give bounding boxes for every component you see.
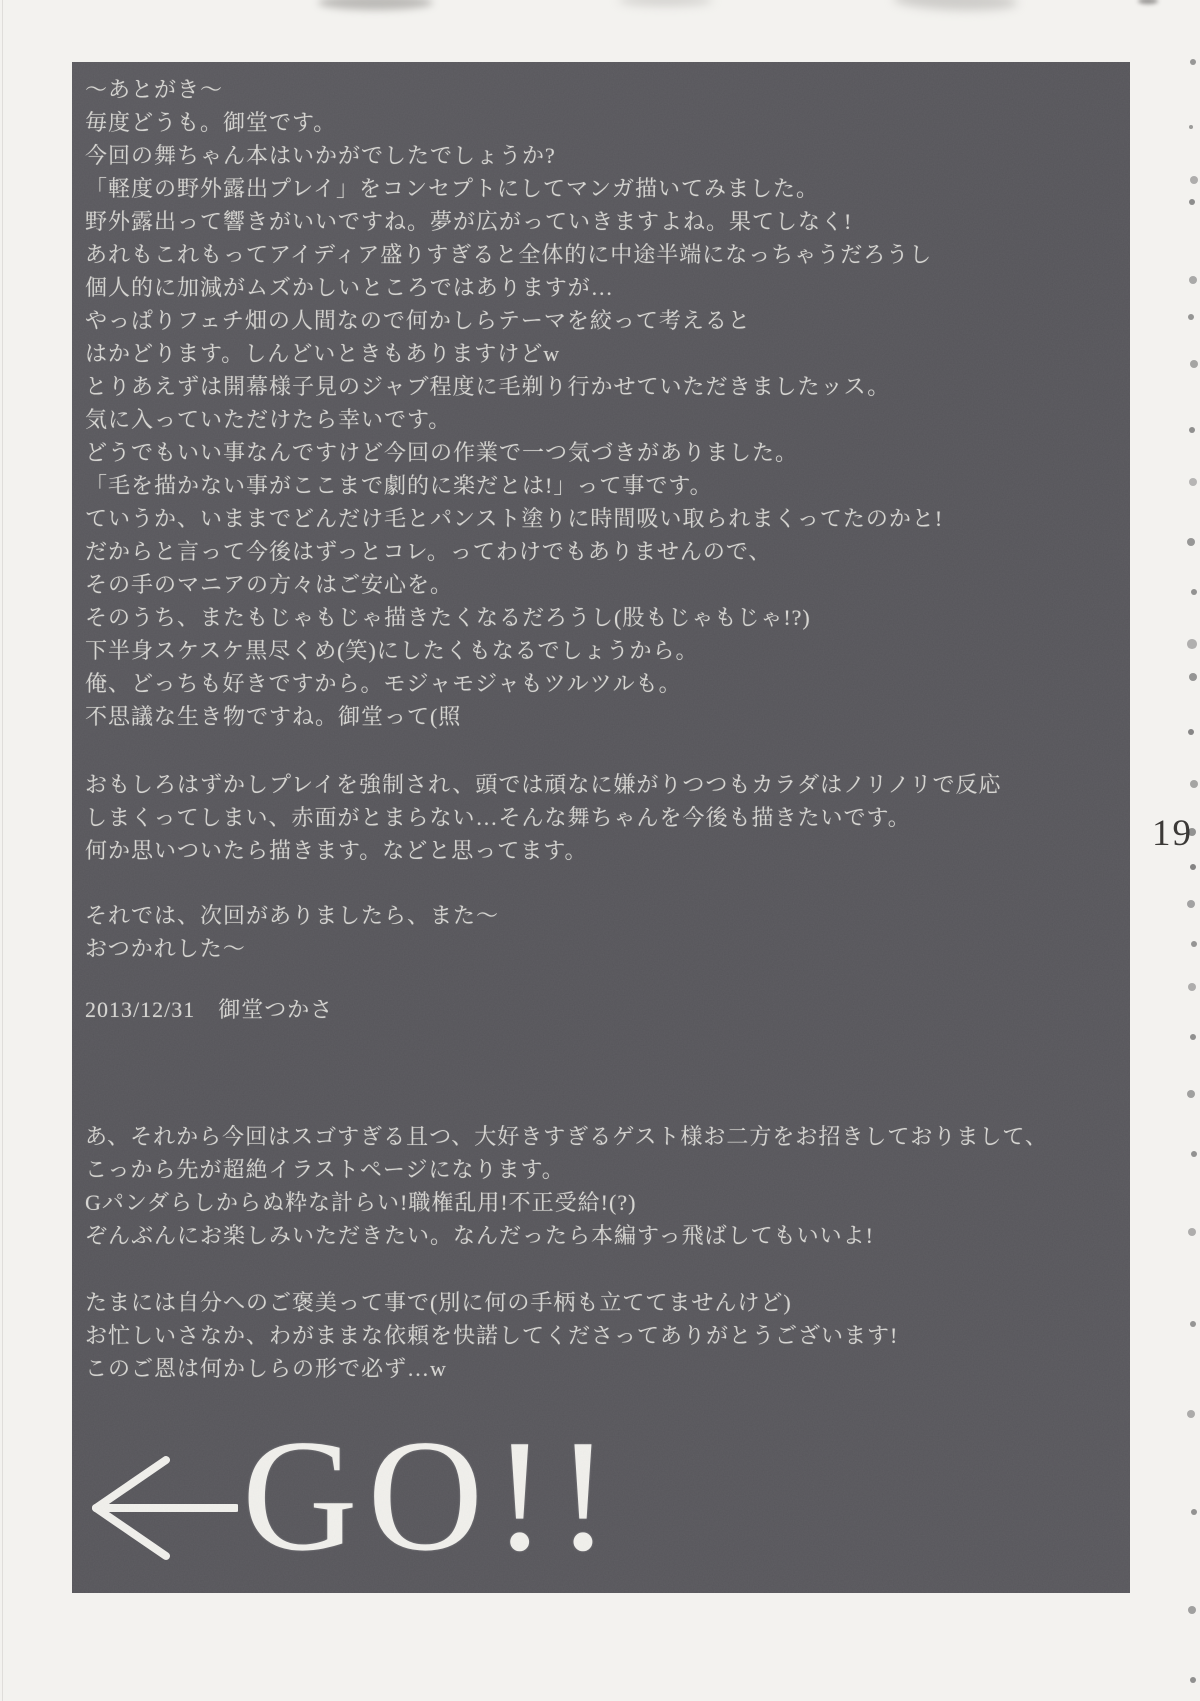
text-line: あれもこれもってアイディア盛りすぎると全体的に中途半端になっちゃうだろうし <box>85 242 933 267</box>
text-line: 毎度どうも。御堂です。 <box>85 110 337 135</box>
paragraph <box>85 993 1122 1026</box>
paragraph <box>85 899 1122 965</box>
text-line: とりあえずは開幕様子見のジャブ程度に毛剃り行かせていただきましたッス。 <box>85 374 891 399</box>
text-line: 今回の舞ちゃん本はいかがでしたでしょうか? <box>85 143 556 168</box>
text-line: 〜あとがき〜 <box>85 77 224 102</box>
text-line: そのうち、またもじゃもじゃ描きたくなるだろうし(股もじゃもじゃ!?) <box>85 605 811 630</box>
text-line: 下半身スケスケ黒尽くめ(笑)にしたくもなるでしょうから。 <box>85 638 699 663</box>
text-line: 「軽度の野外露出プレイ」をコンセプトにしてマンガ描いてみました。 <box>85 176 820 201</box>
scan-smudge <box>318 0 433 10</box>
text-line: 気に入っていただけたら幸いです。 <box>85 407 452 432</box>
text-line: お忙しいさなか、わがままな依頼を快諾してくださってありがとうございます! <box>85 1323 899 1348</box>
text-line: だからと言って今後はずっとコレ。ってわけでもありませんので、 <box>85 539 772 564</box>
text-line: 何か思いついたら描きます。などと思ってます。 <box>85 838 588 863</box>
text-line: 「毛を描かない事がここまで劇的に楽だとは!」って事です。 <box>85 473 713 498</box>
text-line: しまくってしまい、赤面がとまらない…そんな舞ちゃんを今後も描きたいです。 <box>85 805 911 830</box>
left-arrow-icon <box>86 1446 238 1570</box>
text-line: おつかれした〜 <box>85 936 246 961</box>
text-line: たまには自分へのご褒美って事で(別に何の手柄も立ててませんけど) <box>85 1290 792 1315</box>
paragraph <box>85 768 1122 867</box>
scan-smudge <box>893 0 1019 12</box>
text-line: このご恩は何かしらの形で必ず…w <box>85 1356 447 1381</box>
text-line: おもしろはずかしプレイを強制され、頭では頑なに嫌がりつつもカラダはノリノリで反応 <box>85 772 1002 797</box>
paragraph <box>85 1120 1122 1252</box>
text-line: 個人的に加減がムズかしいところではありますが… <box>85 275 614 300</box>
text-line: Gパンダらしからぬ粋な計らい!職権乱用!不正受給!(?) <box>85 1190 637 1215</box>
go-banner <box>86 1406 620 1594</box>
text-line: あ、それから今回はスゴすぎる且つ、大好きすぎるゲスト様お二方をお招きしておりまして、 <box>85 1124 1048 1149</box>
paragraph <box>85 73 1122 733</box>
afterword-text <box>85 73 1122 1385</box>
text-line: その手のマニアの方々はご安心を。 <box>85 572 454 597</box>
paragraph <box>85 1286 1122 1385</box>
text-line: 野外露出って響きがいいですね。夢が広がっていきますよね。果てしなく! <box>85 209 853 234</box>
text-line: はかどります。しんどいときもありますけどw <box>85 341 561 366</box>
afterword-panel <box>72 62 1130 1593</box>
go-label: GO!! <box>242 1406 620 1584</box>
text-line: 2013/12/31 御堂つかさ <box>85 997 334 1022</box>
text-line: やっぱりフェチ畑の人間なので何かしらテーマを絞って考えると <box>85 308 751 333</box>
text-line: こっから先が超絶イラストページになります。 <box>85 1157 565 1182</box>
page-number: 19 <box>1152 813 1193 854</box>
scan-smudge <box>618 0 713 6</box>
scan-edge-artifacts <box>1190 30 1194 34</box>
text-line: 不思議な生き物ですね。御堂って(照 <box>85 704 462 729</box>
text-line: ていうか、いままでどんだけ毛とパンスト塗りに時間吸い取られまくってたのかと! <box>85 506 944 531</box>
text-line: 俺、どっちも好きですから。モジャモジャもツルツルも。 <box>85 671 682 696</box>
text-line: ぞんぶんにお楽しみいただきたい。なんだったら本編すっ飛ばしてもいいよ! <box>85 1223 875 1248</box>
text-line: どうでもいい事なんですけど今回の作業で一つ気づきがありました。 <box>85 440 799 465</box>
text-line: それでは、次回がありましたら、また〜 <box>85 903 500 928</box>
scan-smudge <box>1138 0 1158 4</box>
